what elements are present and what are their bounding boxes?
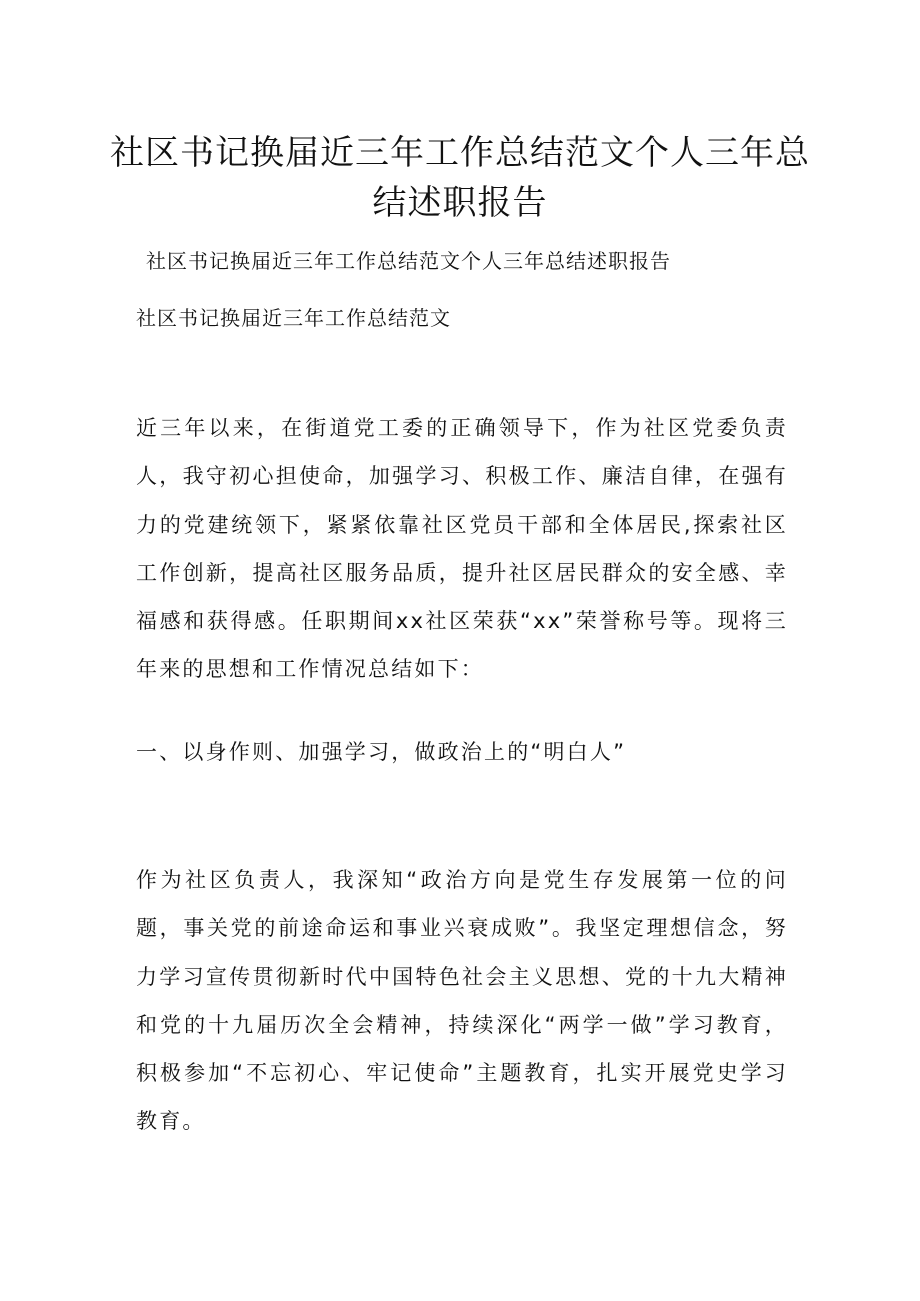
document-subtitle: 社区书记换届近三年工作总结范文个人三年总结述职报告 [146, 249, 671, 273]
section-heading-1: 一、以身作则、加强学习，做政治上的“明白人” [136, 740, 627, 764]
section-1-paragraph: 作为社区负责人，我深知“政治方向是党生存发展第一位的问题，事关党的前途命运和事业兴衰成败”。我坚定理想信念，努力学习宣传贯彻新时代中国特色社会主义思想、党的十九大精神和党的十九届历次全会精神，持续深化“两学一做”学习教育，积极参加“不忘初心、牢记使命”主题教育，扎实开展党史学习教育。 [136, 868, 788, 1134]
document-heading: 社区书记换届近三年工作总结范文 [136, 306, 451, 330]
document-title: 社区书记换届近三年工作总结范文个人三年总结述职报告 [110, 133, 810, 223]
intro-paragraph: 近三年以来，在街道党工委的正确领导下，作为社区党委负责人，我守初心担使命，加强学习、积极工作、廉洁自律，在强有力的党建统领下，紧紧依靠社区党员干部和全体居民,探索社区工作创新，提高社区服务品质，提升社区居民群众的安全感、幸福感和获得感。任职期间xx社区荣获“xx”荣誉称号等。现将三年来的思想和工作情况总结如下： [136, 416, 788, 682]
